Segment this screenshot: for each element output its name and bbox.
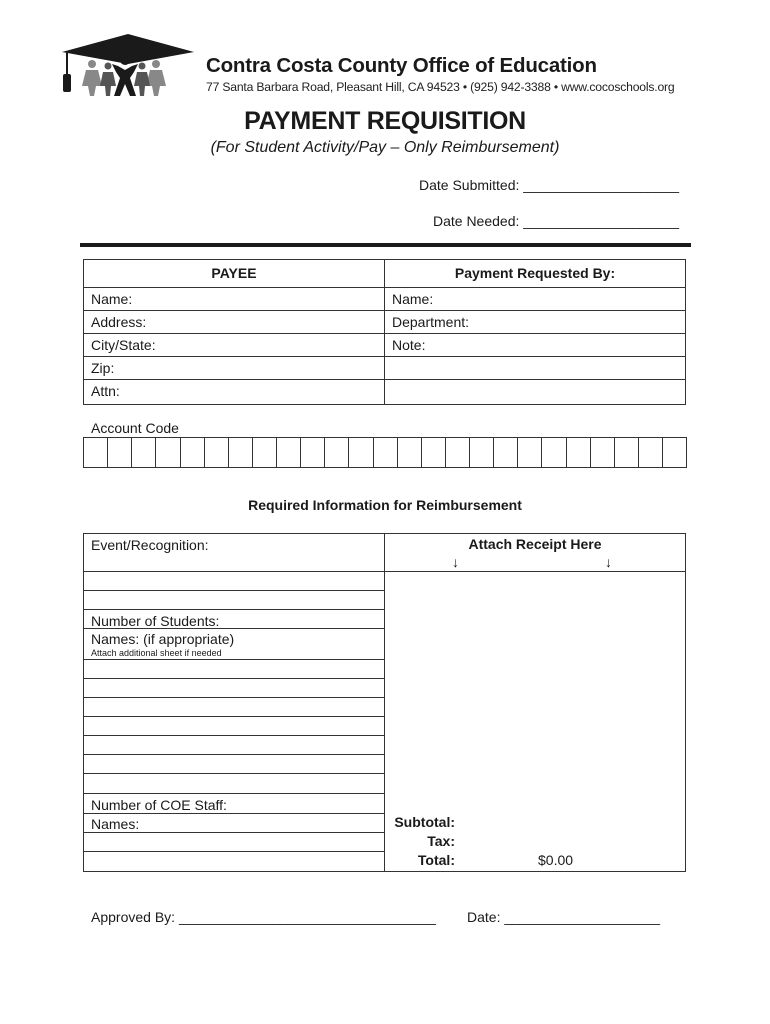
requester-blank-row[interactable] xyxy=(384,379,686,405)
total-amount: $0.00 xyxy=(538,852,574,868)
account-code-box[interactable] xyxy=(132,438,156,467)
account-code-box[interactable] xyxy=(181,438,205,467)
account-code-box[interactable] xyxy=(567,438,591,467)
requester-name-field[interactable]: Name: xyxy=(384,287,686,311)
staff-names-line[interactable] xyxy=(83,832,385,852)
requester-department-field[interactable]: Department: xyxy=(384,310,686,334)
staff-names-line[interactable] xyxy=(83,851,385,872)
account-code-box[interactable] xyxy=(639,438,663,467)
account-code-box[interactable] xyxy=(301,438,325,467)
number-of-staff-field[interactable]: Number of COE Staff: xyxy=(83,793,385,814)
graduation-cap-children-logo xyxy=(56,30,198,100)
names-line[interactable] xyxy=(83,678,385,698)
form-subtitle: (For Student Activity/Pay – Only Reimbursement) xyxy=(210,139,560,156)
attach-receipt-header xyxy=(384,533,686,572)
total-label: Total: xyxy=(417,852,455,868)
student-names-field[interactable] xyxy=(83,628,385,660)
account-code-box[interactable] xyxy=(422,438,446,467)
totals-labels xyxy=(385,813,455,870)
names-line[interactable] xyxy=(83,773,385,794)
student-names-label: Names: (if appropriate) xyxy=(91,631,235,647)
requester-blank-row[interactable] xyxy=(384,356,686,380)
account-code-label: Account Code xyxy=(91,420,179,436)
names-line[interactable] xyxy=(83,754,385,774)
names-line[interactable] xyxy=(83,697,385,717)
account-code-box[interactable] xyxy=(518,438,542,467)
tax-label: Tax: xyxy=(427,833,455,849)
account-code-box[interactable] xyxy=(325,438,349,467)
names-line[interactable] xyxy=(83,735,385,755)
account-code-box[interactable] xyxy=(108,438,132,467)
form-title: PAYMENT REQUISITION xyxy=(244,107,526,135)
account-code-box[interactable] xyxy=(156,438,180,467)
payee-address-field[interactable]: Address: xyxy=(83,310,385,334)
number-of-students-field[interactable]: Number of Students: xyxy=(83,609,385,629)
account-code-box[interactable] xyxy=(663,438,686,467)
payee-zip-field[interactable]: Zip: xyxy=(83,356,385,380)
header-divider xyxy=(80,243,691,247)
account-code-box[interactable] xyxy=(205,438,229,467)
organization-address: 77 Santa Barbara Road, Pleasant Hill, CA 94523 • (925) 942-3388 • www.cocoschools.org xyxy=(206,80,675,94)
event-line[interactable] xyxy=(83,571,385,591)
requester-note-field[interactable]: Note: xyxy=(384,333,686,405)
account-code-box[interactable] xyxy=(374,438,398,467)
names-line[interactable] xyxy=(83,659,385,679)
account-code-box[interactable] xyxy=(542,438,566,467)
attach-sheet-note: Attach additional sheet if needed xyxy=(91,648,222,658)
event-line[interactable] xyxy=(83,590,385,610)
account-code-box[interactable] xyxy=(446,438,470,467)
account-code-box[interactable] xyxy=(349,438,373,467)
requested-by-header: Payment Requested By: xyxy=(384,259,686,288)
date-submitted-field[interactable]: Date Submitted: ____________________ xyxy=(419,177,679,193)
receipt-area[interactable] xyxy=(384,571,686,872)
payee-attn-field[interactable]: Attn: xyxy=(83,379,385,405)
organization-name: Contra Costa County Office of Education xyxy=(206,54,597,77)
date-needed-field[interactable]: Date Needed: ____________________ xyxy=(432,213,679,229)
account-code-box[interactable] xyxy=(494,438,518,467)
attach-receipt-label: Attach Receipt Here xyxy=(468,536,602,552)
account-code-box[interactable] xyxy=(253,438,277,467)
arrow-down-icon: ↓ xyxy=(605,554,612,570)
account-code-grid[interactable] xyxy=(83,437,687,468)
section-title: Required Information for Reimbursement xyxy=(248,497,522,513)
account-code-box[interactable] xyxy=(229,438,253,467)
account-code-box[interactable] xyxy=(615,438,639,467)
account-code-box[interactable] xyxy=(277,438,301,467)
account-code-box[interactable] xyxy=(591,438,615,467)
payee-header: PAYEE xyxy=(83,259,385,288)
account-code-box[interactable] xyxy=(470,438,494,467)
account-code-box[interactable] xyxy=(84,438,108,467)
approved-by-field[interactable]: Approved By: _________________________________ xyxy=(91,909,436,925)
names-line[interactable] xyxy=(83,716,385,736)
event-recognition-field[interactable]: Event/Recognition: xyxy=(83,533,385,572)
payee-city-state-field[interactable]: City/State: xyxy=(83,333,385,357)
arrow-down-icon: ↓ xyxy=(452,554,459,570)
staff-names-field[interactable]: Names: xyxy=(83,813,385,833)
subtotal-label: Subtotal: xyxy=(394,814,455,830)
payee-name-field[interactable]: Name: xyxy=(83,287,385,311)
account-code-box[interactable] xyxy=(398,438,422,467)
approval-date-field[interactable]: Date: ____________________ xyxy=(467,909,661,925)
